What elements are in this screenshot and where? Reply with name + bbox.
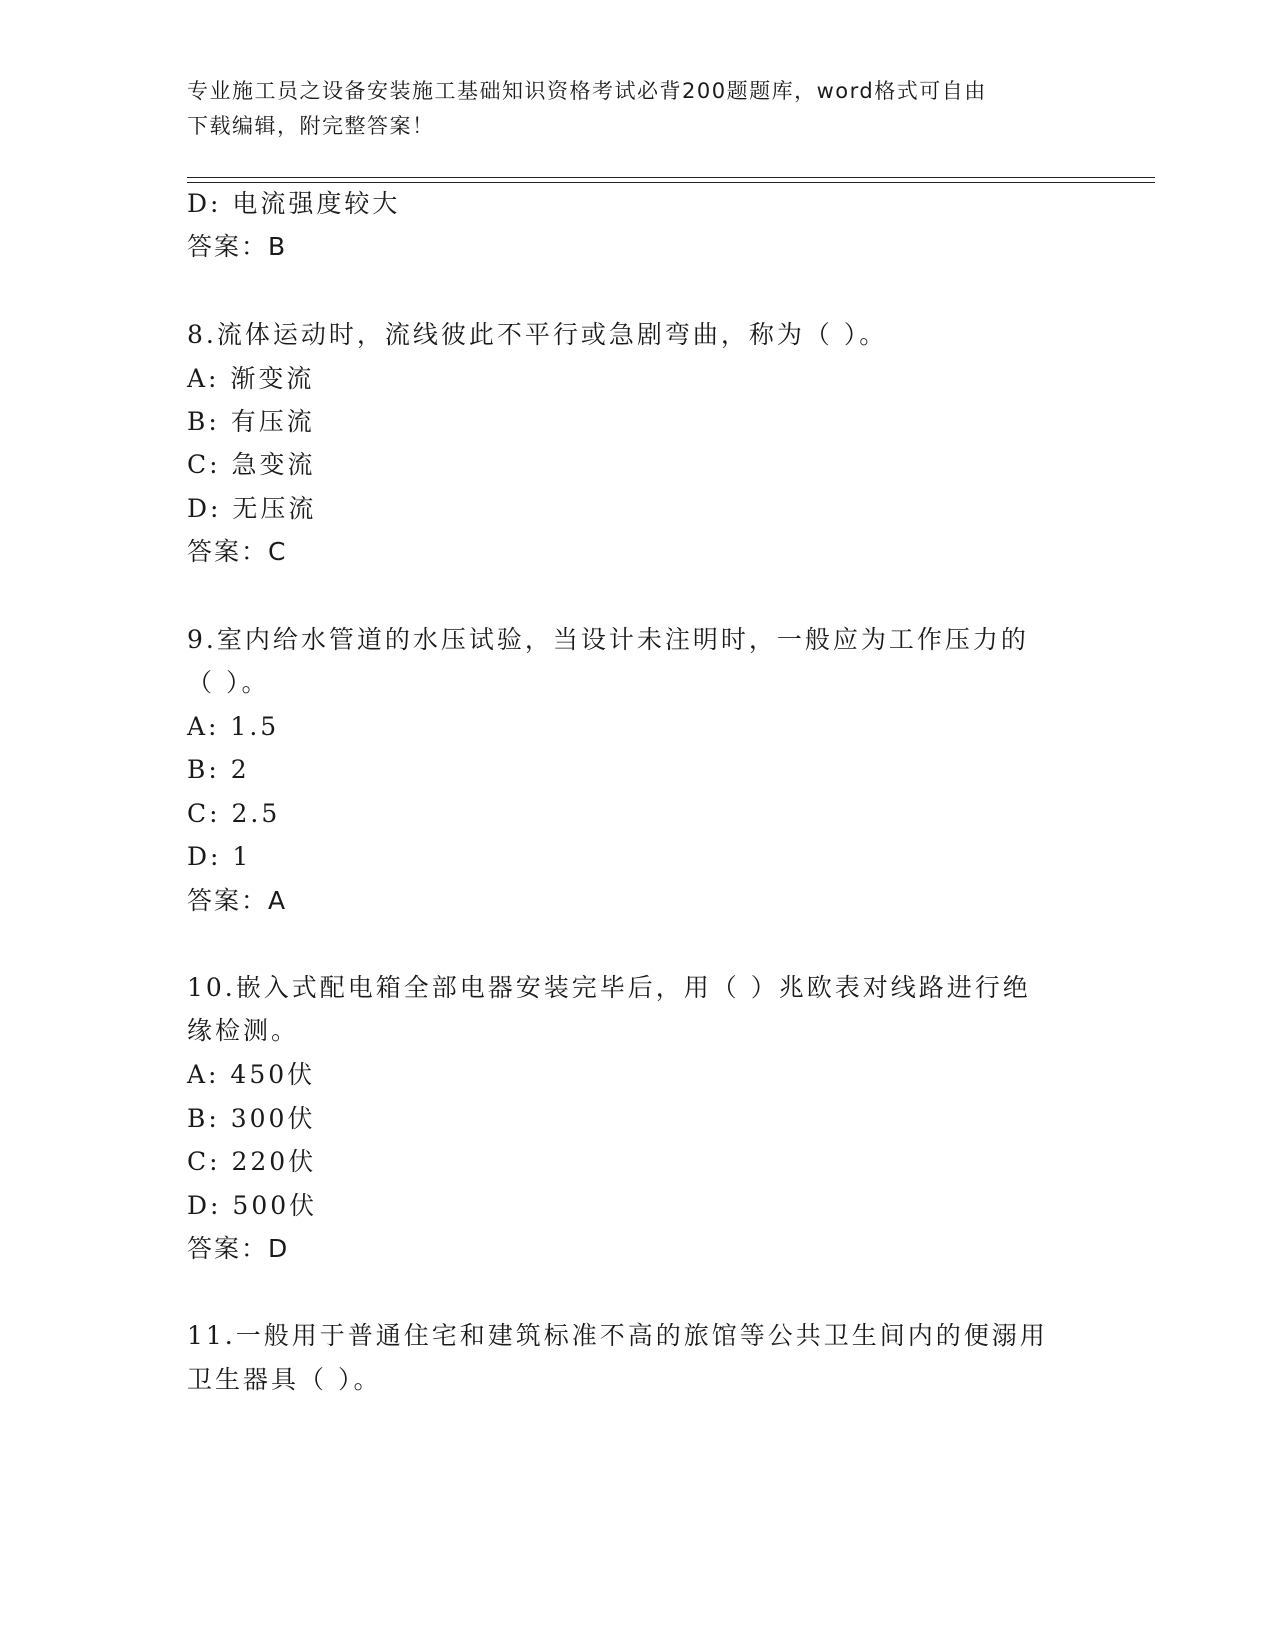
question-stem: 11.一般用于普通住宅和建筑标准不高的旅馆等公共卫生间内的便溺用 <box>187 1321 1048 1350</box>
answer-line: 答案：C <box>187 537 288 566</box>
question-stem: 8.流体运动时，流线彼此不平行或急剧弯曲，称为（ ）。 <box>187 320 888 349</box>
header-line: 下载编辑，附完整答案！ <box>187 114 435 138</box>
option-d: D: 电流强度较大 <box>187 189 401 218</box>
option-d: D: 无压流 <box>187 494 317 523</box>
option-b: B: 300伏 <box>187 1104 316 1133</box>
header-divider <box>187 177 1155 178</box>
question-stem-continued: 缘检测。 <box>187 1016 300 1045</box>
option-a: A: 450伏 <box>187 1060 316 1089</box>
header-divider <box>187 182 1155 183</box>
option-c: C: 220伏 <box>187 1147 317 1176</box>
document-header <box>187 74 1087 144</box>
option-d: D: 1 <box>187 842 252 871</box>
answer-line: 答案：B <box>187 232 288 261</box>
answer-line: 答案：D <box>187 1234 290 1263</box>
answer-line: 答案：A <box>187 886 288 915</box>
option-a: A: 渐变流 <box>187 364 315 393</box>
option-b: B: 2 <box>187 755 250 784</box>
option-b: B: 有压流 <box>187 407 315 436</box>
question-stem: 10.嵌入式配电箱全部电器安装完毕后，用（ ）兆欧表对线路进行绝 <box>187 973 1031 1002</box>
option-c: C: 2.5 <box>187 799 281 828</box>
header-line: 专业施工员之设备安装施工基础知识资格考试必背200题题库，word格式可自由 <box>187 79 987 103</box>
question-stem: 9.室内给水管道的水压试验，当设计未注明时，一般应为工作压力的 <box>187 625 1029 654</box>
question-stem-continued: （ ）。 <box>187 668 270 697</box>
option-a: A: 1.5 <box>187 712 280 741</box>
option-d: D: 500伏 <box>187 1191 318 1220</box>
option-c: C: 急变流 <box>187 450 316 479</box>
question-stem-continued: 卫生器具（ ）。 <box>187 1365 382 1394</box>
